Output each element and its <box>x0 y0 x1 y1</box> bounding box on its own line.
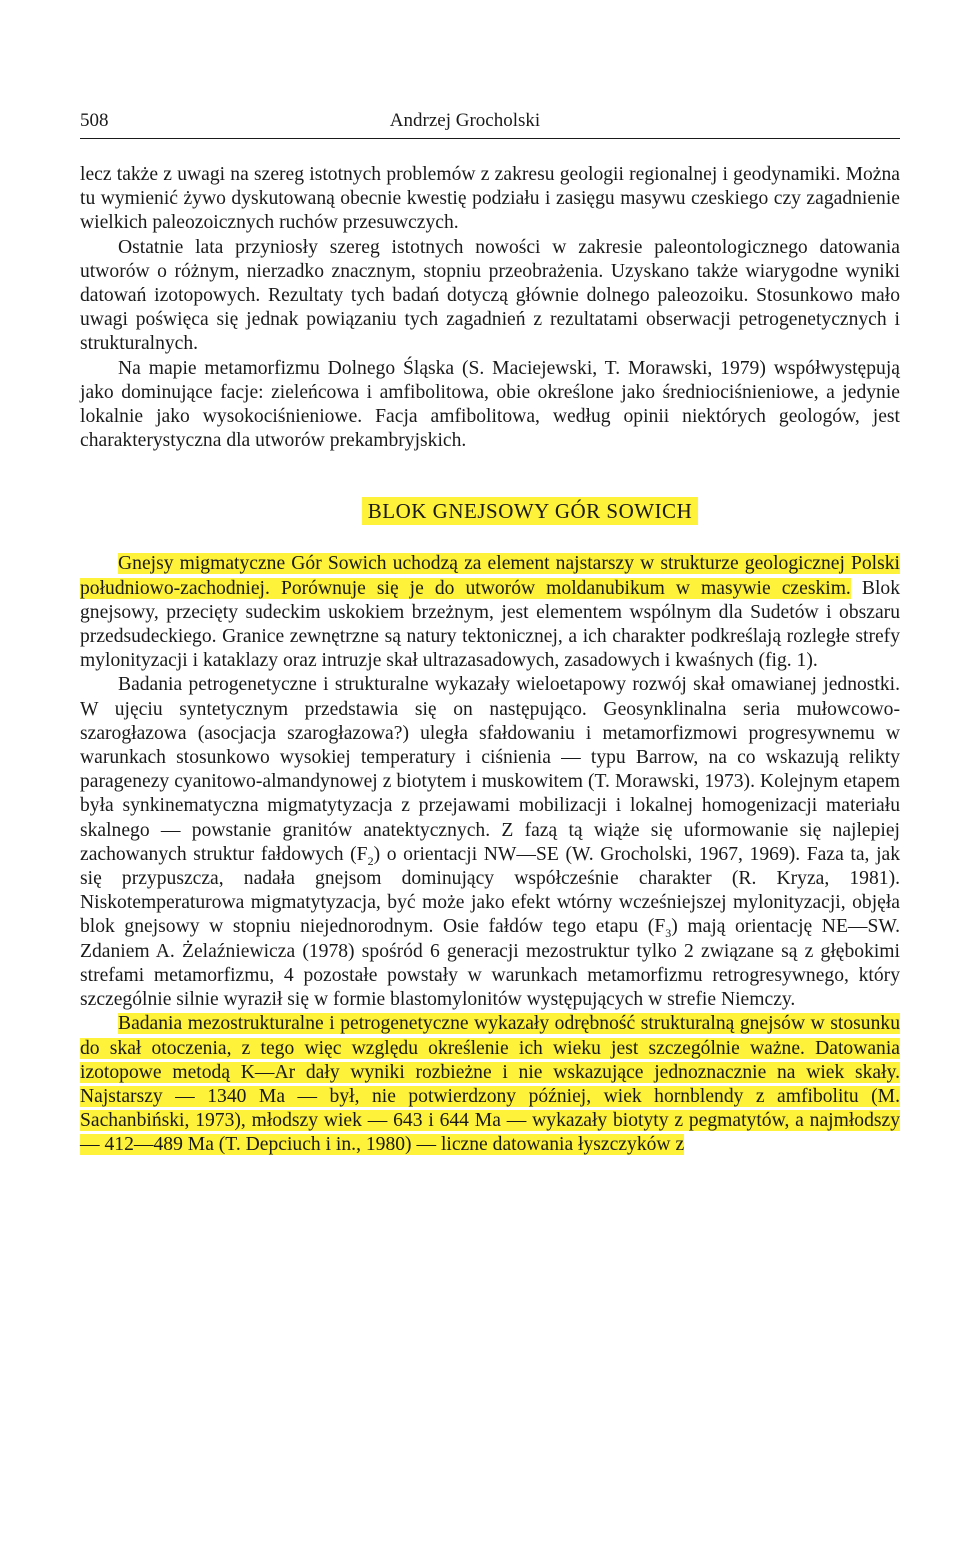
subscript-2: 2 <box>367 853 374 868</box>
paragraph-1: lecz także z uwagi na szereg istotnych problemów z zakresu geologii regionalnej i geodynamiki. Można tu wymienić żywo dyskutowaną obecnie kwestię podziału i zasięgu masywu czeskiego czy zagadnienie wielkich paleozoicznych ruchów przesuwczych. <box>80 164 900 234</box>
section-paragraph-3 <box>80 1012 900 1157</box>
highlighted-text: Gnejsy migmatyczne Gór Sowich uchodzą za element najstarszy w strukturze geologicznej Polski południowo-zachodniej. Porównuje się je do utworów moldanubikum w masywie czeskim. <box>80 553 900 599</box>
paragraph-text-b: ) o orientacji NW—SE (W. Grocholski, 1967, 1969). Faza ta, jak się przypuszcza, nadała gnejsom dominujący współcześnie charakter (R. Kryza, 1981). Niskotemperaturowa migmatytyzacja, być może jako efekt wtórny wcześniejszej mylonityzacji, objęła blok gnejsowy w stopniu niejednorodnym. Osie fałdów tego etapu (F <box>80 843 901 938</box>
paragraph-text: Blok gnejsowy, przecięty sudeckim uskokiem brzeżnym, jest elementem wspólnym dla Sudetów i obszaru przedsudeckiego. Granice zewnętrzne są natury tektonicznej, a ich charakter podkreślają rozległe strefy mylonityzacji i kataklazy oraz intruzje skał ultrazasadowych, zasadowych i kwaśnych (fig. 1). <box>80 577 900 672</box>
paragraph-text-a: Badania petrogenetyczne i strukturalne wykazały wieloetapowy rozwój skał omawianej jednostki. W ujęciu syntetycznym przedstawia się on następująco. Geosynklinalna seria mułowcowo-szarogłazowa (asocjacja szarogłazowa?) uległa sfałdowaniu i metamorfizmowi progresywnemu w warunkach stosunkowo wysokiej temperatury i ciśnienia — typu Barrow, na co wskazują relikty paragenezy cyanitowo-almandynowej z biotytem i muskowitem (T. Morawski, 1973). Kolejnym etapem była synkinematyczna migmatytyzacja z przejawami mobilizacji i lokalnej homogenizacji materiału skalnego — powstanie granitów anatektycznych. Z fazą tą wiąże się uformowanie się najlepiej zachowanych struktur fałdowych (F <box>80 674 900 865</box>
section-paragraph-1 <box>80 552 900 673</box>
running-head-author: Andrzej Grocholski <box>389 110 541 131</box>
section-heading <box>80 499 900 524</box>
document-page <box>80 110 900 1158</box>
section-paragraph-2 <box>80 673 900 1012</box>
paragraph-2: Ostatnie lata przyniosły szereg istotnych nowości w zakresie paleontologicznego datowania utworów o różnym, nierzadko znacznym, stopniu przeobrażenia. Uzyskano także wiarygodne wyniki datowań izotopowych. Rezultaty tych badań dotyczą głównie dolnego paleozoiku. Stosunkowo mało uwagi poświęca się jednak powiązaniu tych zagadnień z rezultatami obserwacji petrogenetycznych i strukturalnych. <box>80 236 900 355</box>
subscript-3: 3 <box>665 926 672 941</box>
highlighted-text: Badania mezostrukturalne i petrogenetyczne wykazały odrębność strukturalną gnejsów w stosunku do skał otoczenia, z tego więc względu określenie ich wieku jest szczególnie ważne. Datowania izotopowe metodą K—Ar dały wyniki rozbieżne i nie wskazujące jednoznacznie na wiek skały. Najstarszy — 1340 Ma — był, nie potwierdzony później, wiek hornblendy z amfibolitu (M. Sachanbiński, 1973), młodszy wiek — 643 i 644 Ma — wykazały biotyty z pegmatytów, a najmłodszy — 412—489 Ma (T. Depciuch i in., 1980) — liczne datowania łyszczyków z <box>80 1013 900 1156</box>
section-title-text: BLOK GNEJSOWY GÓR SOWICH <box>362 497 698 525</box>
running-header <box>80 110 900 139</box>
paragraph-text-c: ) mają orientację NE—SW. Zdaniem A. Żelaźniewicza (1978) spośród 6 generacji mezostruktur tylko 2 związane są z głębokimi strefami metamorfizmu, 4 pozostałe powstały w warunkach metamorfizmu retrogresywnego, który szczególnie silnie wyraził się w formie blastomylonitów występujących w strefie Niemczy. <box>80 916 900 1011</box>
page-number: 508 <box>80 110 109 131</box>
paragraph-3: Na mapie metamorfizmu Dolnego Śląska (S. Maciejewski, T. Morawski, 1979) współwystępują jako dominujące facje: zieleńcowa i amfibolitowa, obie określone jako średniociśnieniowe, a jedynie lokalnie jako wysokociśnieniowe. Facja amfibolitowa, według opinii niektórych geologów, jest charakterystyczna dla utworów prekambryjskich. <box>80 357 900 452</box>
